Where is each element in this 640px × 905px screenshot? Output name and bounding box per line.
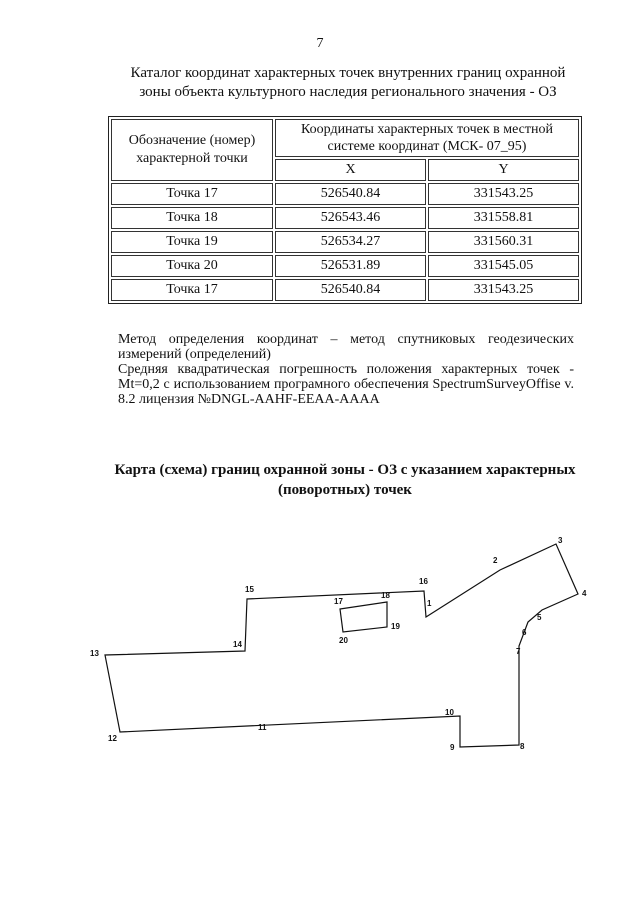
method-description — [118, 332, 574, 407]
point-label-1: 1 — [427, 599, 432, 608]
point-y: 331543.25 — [428, 183, 579, 205]
point-x: 526540.84 — [275, 183, 426, 205]
table-row — [111, 207, 579, 229]
table-row — [111, 231, 579, 253]
point-label-20: 20 — [339, 636, 348, 645]
point-x: 526534.27 — [275, 231, 426, 253]
header-point-designation: Обозначение (номер) характерной точки — [111, 119, 273, 181]
point-name: Точка 19 — [111, 231, 273, 253]
table-row — [111, 255, 579, 277]
point-y: 331558.81 — [428, 207, 579, 229]
point-label-12: 12 — [108, 734, 117, 743]
point-label-13: 13 — [90, 649, 99, 658]
point-name: Точка 20 — [111, 255, 273, 277]
point-label-16: 16 — [419, 577, 428, 586]
point-label-11: 11 — [258, 723, 267, 732]
header-y: Y — [428, 159, 579, 181]
point-label-17: 17 — [334, 597, 343, 606]
point-label-5: 5 — [537, 613, 542, 622]
outer-boundary — [105, 544, 578, 747]
point-x: 526543.46 — [275, 207, 426, 229]
point-label-3: 3 — [558, 536, 563, 545]
point-label-14: 14 — [233, 640, 242, 649]
map-title: Карта (схема) границ охранной зоны - ОЗ с указанием характерных (поворотных) точек — [114, 462, 576, 498]
point-name: Точка 18 — [111, 207, 273, 229]
inner-boundary — [340, 602, 387, 632]
point-label-10: 10 — [445, 708, 454, 717]
point-label-7: 7 — [516, 647, 521, 656]
boundary-map — [0, 520, 640, 780]
point-label-4: 4 — [582, 589, 587, 598]
page-number: 7 — [316, 36, 324, 51]
point-name: Точка 17 — [111, 279, 273, 301]
header-coordinates: Координаты характерных точек в местной системе координат (МСК- 07_95) — [275, 119, 579, 157]
point-label-6: 6 — [522, 628, 527, 637]
point-x: 526531.89 — [275, 255, 426, 277]
method-text: Метод определения координат – метод спутниковых геодезических измерений (определений) — [118, 332, 574, 362]
point-label-8: 8 — [520, 742, 525, 751]
point-label-2: 2 — [493, 556, 498, 565]
table-row — [111, 279, 579, 301]
table-row — [111, 183, 579, 205]
point-x: 526540.84 — [275, 279, 426, 301]
point-y: 331545.05 — [428, 255, 579, 277]
point-y: 331543.25 — [428, 279, 579, 301]
coordinates-table — [108, 116, 582, 304]
point-label-19: 19 — [391, 622, 400, 631]
accuracy-text: Средняя квадратическая погрешность положения характерных точек - Mt=0,2 с использованием програмного обеспечения SpectrumSurveyOffise v. 8.2 лицензия №DNGL-AAHF-EEAA-AAAA — [118, 362, 574, 407]
catalog-title: Каталог координат характерных точек внутренних границ охранной зоны объекта культурного наследия регионального значения - ОЗ — [130, 65, 566, 100]
point-label-18: 18 — [381, 591, 390, 600]
point-y: 331560.31 — [428, 231, 579, 253]
point-label-15: 15 — [245, 585, 254, 594]
point-label-9: 9 — [450, 743, 455, 752]
header-x: X — [275, 159, 426, 181]
point-name: Точка 17 — [111, 183, 273, 205]
